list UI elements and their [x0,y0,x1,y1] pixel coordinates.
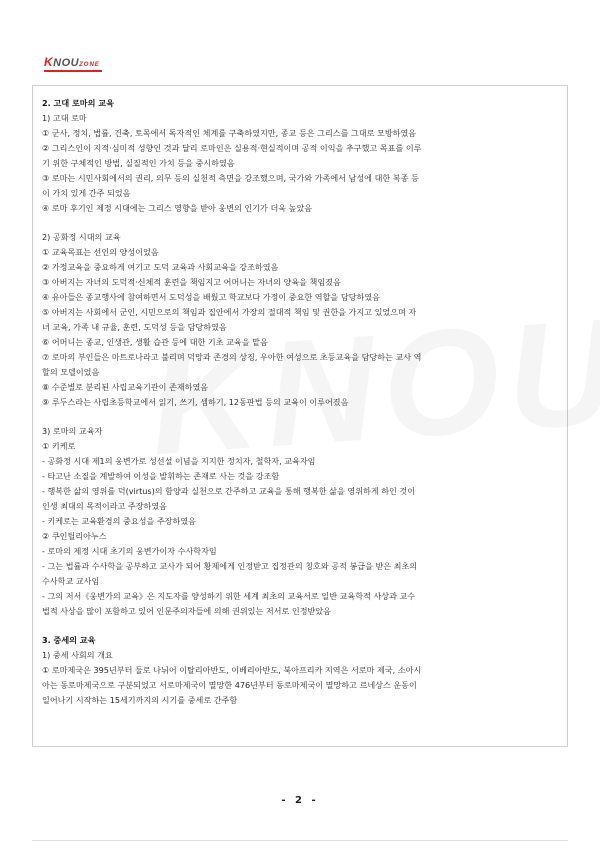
text-line: 1) 고대 로마 [42,113,87,123]
text-line: ④ 유아들은 종교행사에 참여하면서 도덕성을 배웠고 학교보다 가정이 중요한 역할을 담당하였음 [42,292,380,302]
text-line: 수사학교 교사임 [42,576,100,586]
text-line: 2) 공화정 시대의 교육 [42,232,121,242]
document-body [42,96,558,708]
text-line: - 공화정 시대 제1의 웅변가로 성선설 이념을 지지한 정치자, 철학자, 교육자임 [42,456,316,466]
text-line: ⑦ 로마의 부인들은 마트로나라고 불리며 덕망과 존경의 상징, 우아한 여성으로 초등교육을 담당하는 교사 역 [42,352,422,362]
paragraph-gap [42,410,558,424]
text-line: ② 가정교육을 중요하게 여기고 도덕 교육과 사회교육을 강조하였음 [42,262,279,272]
text-line: ⑧ 수준별로 분리된 사립교육기관이 존재하였음 [42,382,209,392]
text-line: - 로마의 제정 시대 초기의 웅변가이자 수사학자임 [42,546,217,556]
bottom-rule [32,840,568,841]
text-line: 1) 중세 사회의 개요 [42,650,113,660]
knouzone-logo [44,55,100,69]
text-line: ① 군사, 정치, 법률, 건축, 토목에서 독자적인 체계를 구축하였지만, 종교 등은 그리스를 그대로 모방하였음 [42,128,417,138]
text-line: ⑤ 아버지는 사회에서 군인, 시민으로의 책임과 집안에서 가장의 절대적 책임 및 권한을 가지고 있었으며 자 [42,307,417,317]
paragraph-gap [42,216,558,230]
text-line: - 행복한 삶의 영위를 덕(virtus)의 함양과 실천으로 간주하고 교육을 통해 행복한 삶을 영위하게 하인 것이 [42,486,416,496]
logo-nou: NOU [53,57,80,69]
text-line: ⑥ 어머니는 종교, 인생관, 생활 습관 등에 대한 기초 교육을 맡음 [42,337,268,347]
section-heading: 3. 중세의 교육 [42,635,96,645]
text-line: 할의 모델이었음 [42,367,100,377]
text-line: - 그는 법률과 수사학을 공부하고 교사가 되어 황제에게 인정받고 집정관의 칭호와 공적 봉급을 받은 최초의 [42,561,418,571]
text-line: ④ 로마 후기인 제정 시대에는 그리스 영향을 받아 웅변의 인기가 더욱 높았음 [42,203,313,213]
text-line: ② 쿠인틸리아누스 [42,531,107,541]
text-line: 이 가치 있게 간주 되었음 [42,188,131,198]
text-line: 일어나기 시작하는 15세기까지의 시기를 중세로 간주함 [42,695,238,705]
text-line: 법적 사상을 많이 포함하고 있어 인문주의자들에 의해 권위있는 저서로 인정받았음 [42,606,331,616]
logo-underline [44,70,102,72]
text-line: - 키케로는 교육환경의 중요성을 주장하였음 [42,516,196,526]
logo-k: K [44,55,54,69]
text-line: ③ 아버지는 자녀의 도덕적·신체적 훈련을 책임지고 어머니는 자녀의 양육을 책임졌음 [42,277,341,287]
text-line: ① 교육목표는 선인의 양성이었음 [42,247,159,257]
text-line: 인생 최대의 목적이라고 주장하였음 [42,501,167,511]
logo-zone: ZONE [79,62,100,68]
paragraph-gap [42,619,558,633]
text-line: ① 로마제국은 395년부터 둘로 나뉘어 이탈리아반도, 이베리아반도, 북아프리카 지역은 서로마 제국, 소아시 [42,665,422,675]
section-heading: 2. 고대 로마의 교육 [42,98,114,108]
text-line: 아는 동로마제국으로 구분되었고 서로마제국이 멸망한 476년부터 동로마제국이 멸망하고 르네상스 운동이 [42,680,417,690]
text-line: ③ 로마는 시민사회에서의 권리, 의무 등의 실천적 측면을 강조했으며, 국가와 가족에서 남성에 대한 복종 등 [42,173,419,183]
text-line: - 그의 저서《웅변가의 교육》은 지도자를 양성하기 위한 세계 최초의 교육서로 일반 교육학적 사상과 교수 [42,591,416,601]
text-line: - 타고난 소질을 계발하여 이성을 발휘하는 존재로 사는 것을 강조함 [42,471,280,481]
page-number: - 2 - [281,795,319,806]
text-line: ① 키케로 [42,441,76,451]
text-line: 3) 로마의 교육자 [42,426,103,436]
text-line: 기 위한 구체적인 방법, 실질적인 가치 등을 중시하였음 [42,158,235,168]
text-line: 녀 교육, 가족 내 규율, 훈련, 도덕성 등을 담당하였음 [42,322,227,332]
text-line: ② 그리스인이 지적·심미적 성향인 것과 달리 로마인은 실용적·현실적이며 공적 이익을 추구했고 목표를 이루 [42,143,422,153]
text-line: ⑨ 루두스라는 사립초등학교에서 읽기, 쓰기, 셈하기, 12동판법 등의 교육이 이루어졌음 [42,397,349,407]
